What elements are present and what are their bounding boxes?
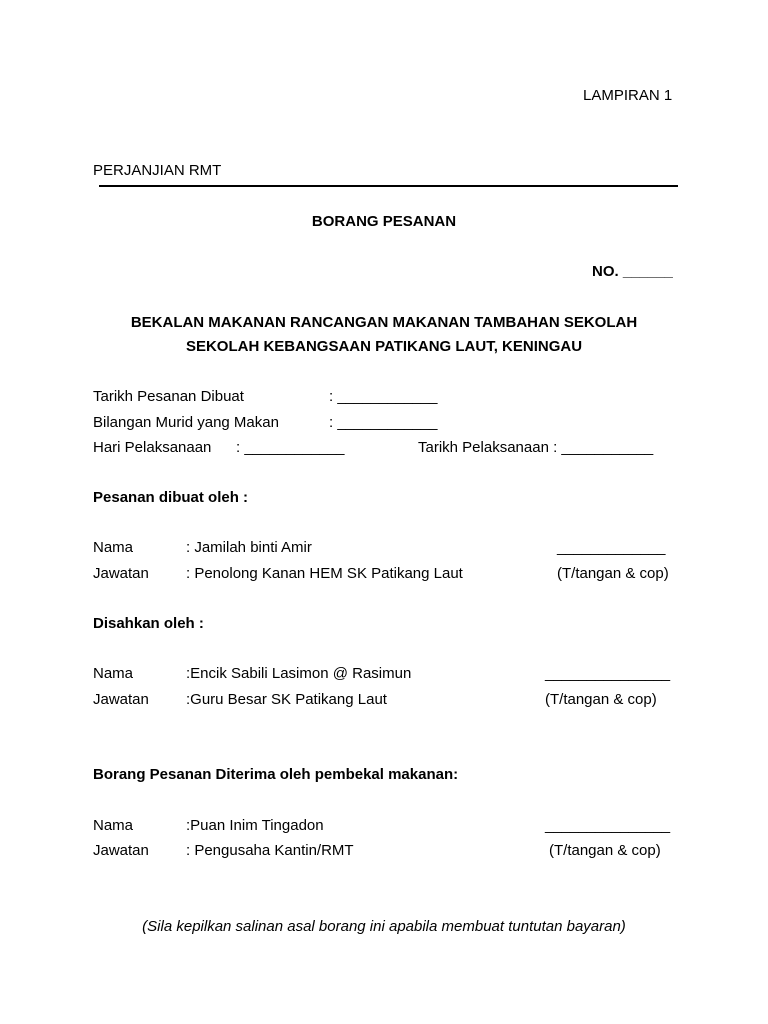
lampiran-label: LAMPIRAN 1 <box>583 87 673 104</box>
received-by-nama-value: :Puan Inim Tingadon <box>186 817 324 834</box>
tarikh-pesanan-field: : ____________ <box>329 388 438 405</box>
received-by-jawatan-value: : Pengusaha Kantin/RMT <box>186 842 354 859</box>
header-rule <box>99 185 678 187</box>
approved-by-signature-caption: (T/tangan & cop) <box>545 691 657 708</box>
received-by-signature-line: _______________ <box>545 817 671 834</box>
program-title-line1: BEKALAN MAKANAN RANCANGAN MAKANAN TAMBAHAN SEKOLAH <box>130 314 638 331</box>
program-title-line2: SEKOLAH KEBANGSAAN PATIKANG LAUT, KENINGAU <box>185 338 583 355</box>
ordered-by-jawatan-label: Jawatan <box>93 565 149 582</box>
ordered-by-nama-label: Nama <box>93 539 134 556</box>
ordered-by-jawatan-value: : Penolong Kanan HEM SK Patikang Laut <box>186 565 463 582</box>
tarikh-pesanan-label: Tarikh Pesanan Dibuat <box>93 388 244 405</box>
form-title: BORANG PESANAN <box>311 213 457 230</box>
received-by-nama-label: Nama <box>93 817 134 834</box>
received-by-signature-caption: (T/tangan & cop) <box>549 842 661 859</box>
received-by-heading: Borang Pesanan Diterima oleh pembekal makanan: <box>93 766 459 783</box>
approved-by-jawatan-label: Jawatan <box>93 691 149 708</box>
form-number: NO. ______ <box>592 263 673 280</box>
received-by-jawatan-label: Jawatan <box>93 842 149 859</box>
ordered-by-signature-caption: (T/tangan & cop) <box>557 565 669 582</box>
ordered-by-signature-line: _____________ <box>557 539 666 556</box>
ordered-by-nama-value: : Jamilah binti Amir <box>186 539 312 556</box>
ordered-by-heading: Pesanan dibuat oleh : <box>93 489 249 506</box>
perjanjian-label: PERJANJIAN RMT <box>93 162 222 179</box>
bilangan-murid-field: : ____________ <box>329 414 438 431</box>
approved-by-heading: Disahkan oleh : <box>93 615 204 632</box>
approved-by-nama-label: Nama <box>93 665 134 682</box>
footer-note: (Sila kepilkan salinan asal borang ini apabila membuat tuntutan bayaran) <box>142 918 626 935</box>
approved-by-nama-value: :Encik Sabili Lasimon @ Rasimun <box>186 665 412 682</box>
tarikh-pelaksanaan-field: Tarikh Pelaksanaan : ___________ <box>418 439 654 456</box>
approved-by-signature-line: _______________ <box>545 665 671 682</box>
bilangan-murid-label: Bilangan Murid yang Makan <box>93 414 279 431</box>
hari-pelaksanaan-label: Hari Pelaksanaan <box>93 439 212 456</box>
hari-pelaksanaan-field: : ____________ <box>236 439 345 456</box>
approved-by-jawatan-value: :Guru Besar SK Patikang Laut <box>186 691 387 708</box>
